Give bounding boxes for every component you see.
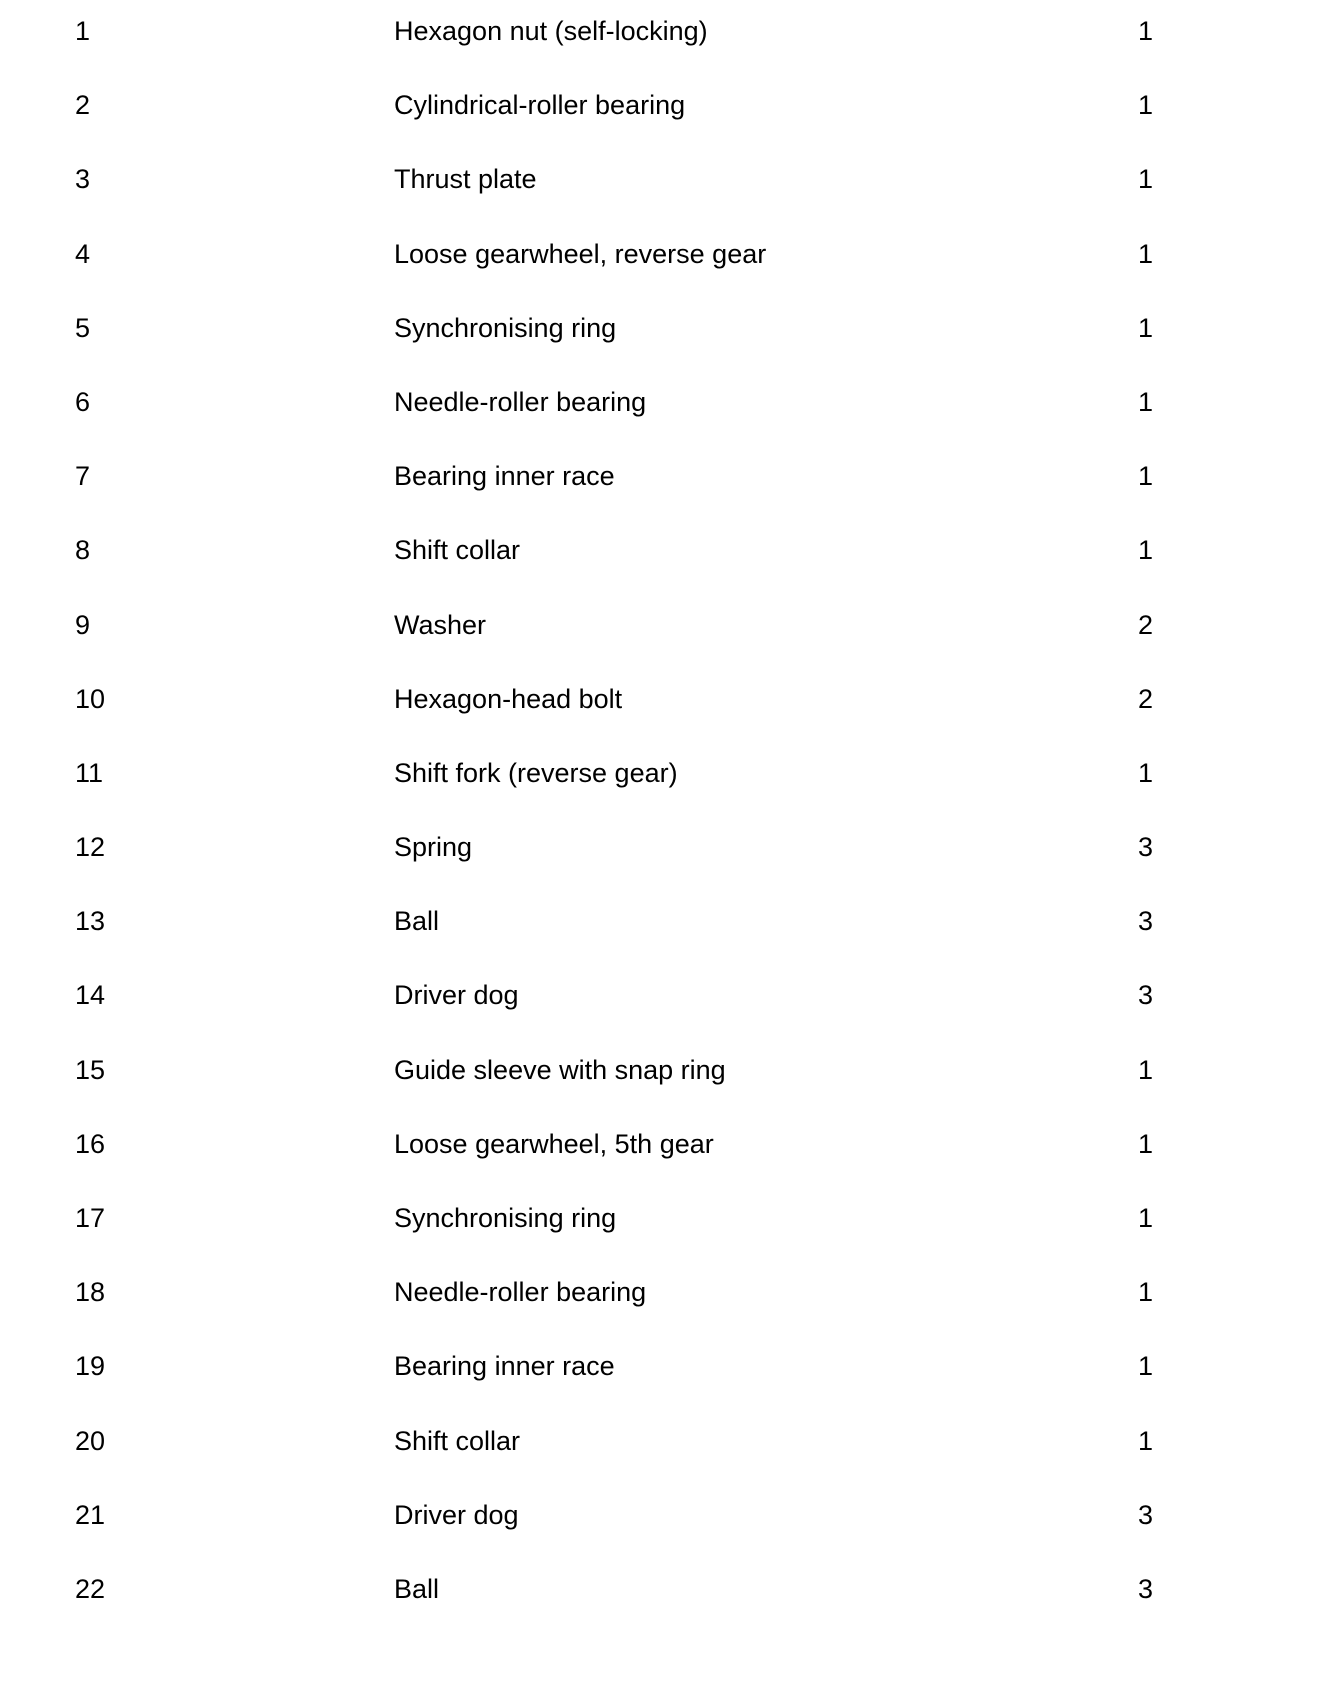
item-number: 10	[75, 683, 106, 714]
item-quantity: 1	[1138, 164, 1154, 195]
item-quantity: 1	[1138, 16, 1154, 46]
parts-row	[0, 445, 1328, 519]
item-quantity: 1	[1138, 461, 1154, 492]
item-description: Bearing inner race	[394, 461, 615, 492]
item-quantity: 1	[1138, 1351, 1154, 1382]
item-quantity: 1	[1138, 1128, 1154, 1159]
item-description: Needle-roller bearing	[394, 1277, 647, 1308]
item-number: 16	[75, 1128, 106, 1159]
item-number: 21	[75, 1499, 106, 1530]
item-description: Synchronising ring	[394, 312, 617, 343]
item-number: 20	[75, 1425, 106, 1456]
parts-row	[0, 1558, 1328, 1632]
item-quantity: 1	[1138, 1425, 1154, 1456]
parts-row	[0, 1410, 1328, 1484]
parts-row	[0, 1187, 1328, 1261]
item-quantity: 3	[1138, 906, 1154, 937]
parts-row	[0, 0, 1328, 74]
item-number: 22	[75, 1573, 106, 1604]
item-number: 14	[75, 980, 106, 1011]
item-number: 11	[75, 757, 104, 788]
item-quantity: 1	[1138, 1277, 1154, 1308]
parts-row	[0, 297, 1328, 371]
item-number: 9	[75, 609, 91, 640]
parts-row	[0, 816, 1328, 890]
parts-row	[0, 1113, 1328, 1187]
item-quantity: 1	[1138, 238, 1154, 269]
parts-row	[0, 148, 1328, 222]
item-description: Loose gearwheel, 5th gear	[394, 1128, 714, 1159]
item-description: Hexagon-head bolt	[394, 683, 623, 714]
item-quantity: 2	[1138, 609, 1154, 640]
item-number: 19	[75, 1351, 106, 1382]
item-quantity: 3	[1138, 980, 1154, 1011]
item-description: Needle-roller bearing	[394, 386, 647, 417]
parts-row	[0, 890, 1328, 964]
parts-row	[0, 223, 1328, 297]
item-quantity: 3	[1138, 1499, 1154, 1530]
item-description: Washer	[394, 609, 487, 640]
parts-row	[0, 74, 1328, 148]
item-description: Shift fork (reverse gear)	[394, 757, 678, 788]
item-description: Driver dog	[394, 1499, 519, 1530]
item-quantity: 1	[1138, 757, 1154, 788]
item-number: 12	[75, 832, 106, 863]
item-quantity: 1	[1138, 312, 1154, 343]
item-number: 7	[75, 461, 91, 492]
item-quantity: 1	[1138, 1054, 1154, 1085]
item-number: 3	[75, 164, 91, 195]
item-number: 17	[75, 1203, 106, 1233]
item-quantity: 1	[1138, 386, 1154, 417]
item-number: 2	[75, 90, 91, 121]
item-description: Loose gearwheel, reverse gear	[394, 238, 767, 269]
item-number: 4	[75, 238, 91, 269]
item-description: Cylindrical-roller bearing	[394, 90, 686, 121]
parts-row	[0, 1261, 1328, 1335]
parts-row	[0, 371, 1328, 445]
item-description: Thrust plate	[394, 164, 537, 195]
item-number: 13	[75, 906, 106, 937]
item-description: Synchronising ring	[394, 1203, 617, 1233]
parts-row	[0, 594, 1328, 668]
parts-row	[0, 1335, 1328, 1409]
item-number: 8	[75, 535, 91, 566]
parts-row	[0, 668, 1328, 742]
item-number: 6	[75, 386, 91, 417]
parts-row	[0, 742, 1328, 816]
item-description: Driver dog	[394, 980, 519, 1011]
item-quantity: 1	[1138, 1203, 1154, 1233]
item-quantity: 1	[1138, 90, 1154, 121]
item-description: Bearing inner race	[394, 1351, 615, 1382]
item-quantity: 3	[1138, 1573, 1154, 1604]
item-description: Hexagon nut (self-locking)	[394, 16, 708, 46]
parts-row	[0, 964, 1328, 1038]
item-quantity: 3	[1138, 832, 1154, 863]
item-description: Shift collar	[394, 1425, 521, 1456]
item-quantity: 1	[1138, 535, 1154, 566]
item-number: 18	[75, 1277, 106, 1308]
item-description: Ball	[394, 906, 440, 937]
parts-row	[0, 1039, 1328, 1113]
item-number: 5	[75, 312, 91, 343]
item-description: Spring	[394, 832, 473, 863]
parts-row	[0, 1484, 1328, 1558]
item-number: 1	[75, 16, 91, 46]
item-quantity: 2	[1138, 683, 1154, 714]
item-number: 15	[75, 1054, 106, 1085]
item-description: Ball	[394, 1573, 440, 1604]
item-description: Shift collar	[394, 535, 521, 566]
parts-row	[0, 519, 1328, 593]
item-description: Guide sleeve with snap ring	[394, 1054, 726, 1085]
